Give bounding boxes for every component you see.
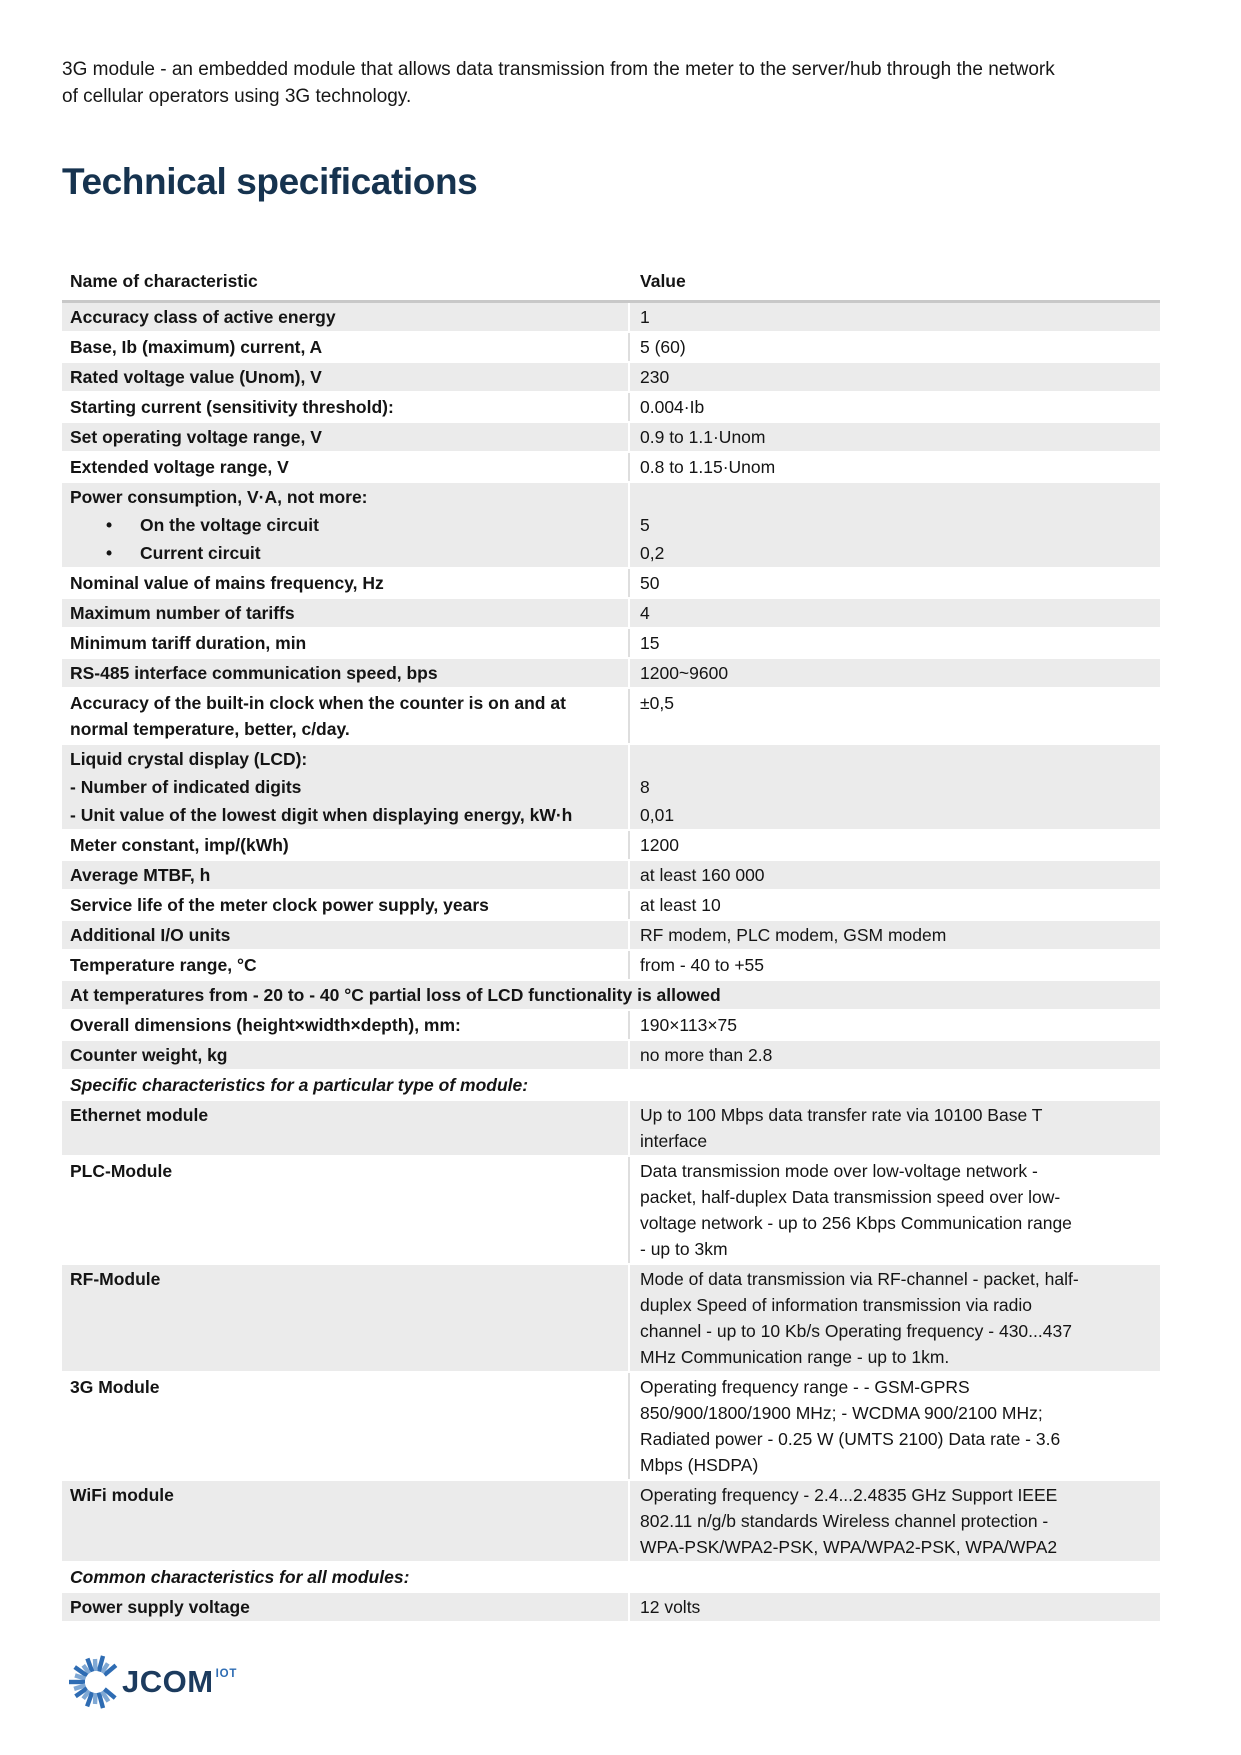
characteristic-cell: 3G Module xyxy=(62,1373,630,1479)
logo xyxy=(58,1643,237,1721)
characteristic-cell: Counter weight, kg xyxy=(62,1041,630,1069)
characteristic-cell: Meter constant, imp/(kWh) xyxy=(62,831,630,859)
characteristic-cell: Extended voltage range, V xyxy=(62,453,630,481)
value-cell: ±0,5 xyxy=(640,693,674,713)
value-cell: 1200 xyxy=(640,835,679,855)
characteristic-cell: Ethernet module xyxy=(62,1101,630,1155)
span-cell: Specific characteristics for a particular type of module: xyxy=(70,1075,529,1095)
characteristic-cell: Maximum number of tariffs xyxy=(62,599,630,627)
characteristic-label: On the voltage circuit xyxy=(140,515,319,535)
table-sub-row xyxy=(62,801,1160,829)
value-cell: 8 xyxy=(640,777,650,797)
table-sub-row xyxy=(62,745,1160,773)
table-row xyxy=(62,951,1160,981)
value-cell: 50 xyxy=(640,573,660,593)
table-row xyxy=(62,659,1160,689)
value-cell: from - 40 to +55 xyxy=(640,955,765,975)
table-row xyxy=(62,483,1160,569)
characteristic-cell: Power consumption, V·A, not more: xyxy=(62,483,630,511)
table-row xyxy=(62,921,1160,951)
characteristic-cell: Temperature range, °C xyxy=(62,951,630,979)
characteristic-cell: RS-485 interface communication speed, bps xyxy=(62,659,630,687)
characteristic-cell: Overall dimensions (height×width×depth), mm: xyxy=(62,1011,630,1039)
table-row xyxy=(62,1101,1160,1157)
value-cell: Mode of data transmission via RF-channel - packet, half-duplex Speed of information transmission via radio channel - up to 10 Kb/s Operating frequency - 430...437 MHz Communication range - up to 1km. xyxy=(640,1269,1079,1367)
characteristic-cell: WiFi module xyxy=(62,1481,630,1561)
value-cell: at least 160 000 xyxy=(640,865,765,885)
table-row xyxy=(62,1157,1160,1265)
table-row xyxy=(62,1373,1160,1481)
value-cell: 0.004·Ib xyxy=(640,397,705,417)
characteristic-label: Current circuit xyxy=(140,543,261,563)
value-cell: Up to 100 Mbps data transfer rate via 10100 Base T interface xyxy=(640,1105,1043,1151)
value-cell: 0,01 xyxy=(640,805,675,825)
table-sub-row xyxy=(62,539,1160,567)
value-cell: 5 (60) xyxy=(640,337,686,357)
value-cell: 0.8 to 1.15·Unom xyxy=(640,457,776,477)
characteristic-cell: Accuracy of the built-in clock when the counter is on and at normal temperature, better, c/day. xyxy=(62,689,630,743)
characteristic-cell: Additional I/O units xyxy=(62,921,630,949)
value-cell: 1200~9600 xyxy=(640,663,729,683)
value-cell: 1 xyxy=(640,307,650,327)
table-row xyxy=(62,891,1160,921)
table-row xyxy=(62,333,1160,363)
table-row xyxy=(62,303,1160,333)
table-row xyxy=(62,423,1160,453)
table-row xyxy=(62,1563,1160,1593)
logo-text: JCOM $^{IOT}$ xyxy=(122,1664,238,1699)
characteristic-cell: Average MTBF, h xyxy=(62,861,630,889)
table-row xyxy=(62,1593,1160,1623)
table-header-row xyxy=(62,266,1160,303)
span-cell: Common characteristics for all modules: xyxy=(70,1567,410,1587)
table-row xyxy=(62,393,1160,423)
table-row xyxy=(62,569,1160,599)
value-cell: Operating frequency range - - GSM-GPRS 850/900/1800/1900 MHz; - WCDMA 900/2100 MHz; Radiated power - 0.25 W (UMTS 2100) Data rate - 3.6 Mbps (HSDPA) xyxy=(640,1377,1061,1475)
value-cell: 230 xyxy=(640,367,670,387)
bullet-icon: • xyxy=(106,515,113,535)
table-row xyxy=(62,981,1160,1011)
table-sub-row xyxy=(62,483,1160,511)
table-row xyxy=(62,1481,1160,1563)
value-cell: no more than 2.8 xyxy=(640,1045,773,1065)
table-row xyxy=(62,629,1160,659)
characteristic-cell: Set operating voltage range, V xyxy=(62,423,630,451)
characteristic-cell: - Unit value of the lowest digit when displaying energy, kW·h xyxy=(62,801,630,829)
bullet-icon: • xyxy=(106,543,113,563)
value-cell: at least 10 xyxy=(640,895,721,915)
logo-superscript: IOT xyxy=(215,1668,238,1680)
characteristic-cell: Minimum tariff duration, min xyxy=(62,629,630,657)
table-sub-row xyxy=(62,511,1160,539)
table-row xyxy=(62,599,1160,629)
table-row xyxy=(62,745,1160,831)
value-cell: RF modem, PLC modem, GSM modem xyxy=(640,925,947,945)
value-cell: 4 xyxy=(640,603,650,623)
value-cell: 5 xyxy=(640,515,650,535)
characteristic-cell: Rated voltage value (Unom), V xyxy=(62,363,630,391)
table-row xyxy=(62,453,1160,483)
characteristic-cell xyxy=(62,511,630,539)
table-row xyxy=(62,1071,1160,1101)
value-cell: Operating frequency - 2.4...2.4835 GHz Support IEEE 802.11 n/g/b standards Wireless channel protection - WPA-PSK/WPA2-PSK, WPA/WPA2-PSK, WPA/WPA2 xyxy=(640,1485,1058,1557)
table-row xyxy=(62,363,1160,393)
table-row xyxy=(62,1011,1160,1041)
characteristic-cell: Service life of the meter clock power supply, years xyxy=(62,891,630,919)
characteristic-cell: Accuracy class of active energy xyxy=(62,303,630,331)
characteristic-cell: Power supply voltage xyxy=(62,1593,630,1621)
characteristic-cell: Starting current (sensitivity threshold): xyxy=(62,393,630,421)
characteristic-cell: Nominal value of mains frequency, Hz xyxy=(62,569,630,597)
value-cell: 15 xyxy=(640,633,660,653)
spec-table-rows xyxy=(62,303,1160,1623)
characteristic-cell: PLC-Module xyxy=(62,1157,630,1263)
characteristic-cell xyxy=(62,539,630,567)
characteristic-cell: Liquid crystal display (LCD): xyxy=(62,745,630,773)
page-title: Technical specifications xyxy=(62,161,478,202)
value-cell: 0.9 to 1.1·Unom xyxy=(640,427,766,447)
value-cell: 0,2 xyxy=(640,543,665,563)
value-cell xyxy=(630,745,1160,773)
characteristic-cell: RF-Module xyxy=(62,1265,630,1371)
value-cell: 190×113×75 xyxy=(640,1015,738,1035)
table-row xyxy=(62,1265,1160,1373)
span-cell: At temperatures from - 20 to - 40 °C partial loss of LCD functionality is allowed xyxy=(70,985,721,1005)
table-row xyxy=(62,689,1160,745)
value-cell xyxy=(630,483,1160,511)
header-name-of-characteristic: Name of characteristic xyxy=(70,271,258,291)
characteristic-cell: - Number of indicated digits xyxy=(62,773,630,801)
table-row xyxy=(62,1041,1160,1071)
table-sub-row xyxy=(62,773,1160,801)
characteristic-cell: Base, Ib (maximum) current, A xyxy=(62,333,630,361)
intro-paragraph: 3G module - an embedded module that allows data transmission from the meter to the server/hub through the network of cellular operators using 3G technology. xyxy=(62,59,1055,107)
table-row xyxy=(62,861,1160,891)
value-cell: 12 volts xyxy=(640,1597,701,1617)
table-row xyxy=(62,831,1160,861)
header-value: Value xyxy=(640,271,686,291)
value-cell: Data transmission mode over low-voltage network - packet, half-duplex Data transmission speed over low-voltage network - up to 256 Kbps Communication range - up to 3km xyxy=(640,1161,1072,1259)
spec-table xyxy=(62,266,1160,1623)
